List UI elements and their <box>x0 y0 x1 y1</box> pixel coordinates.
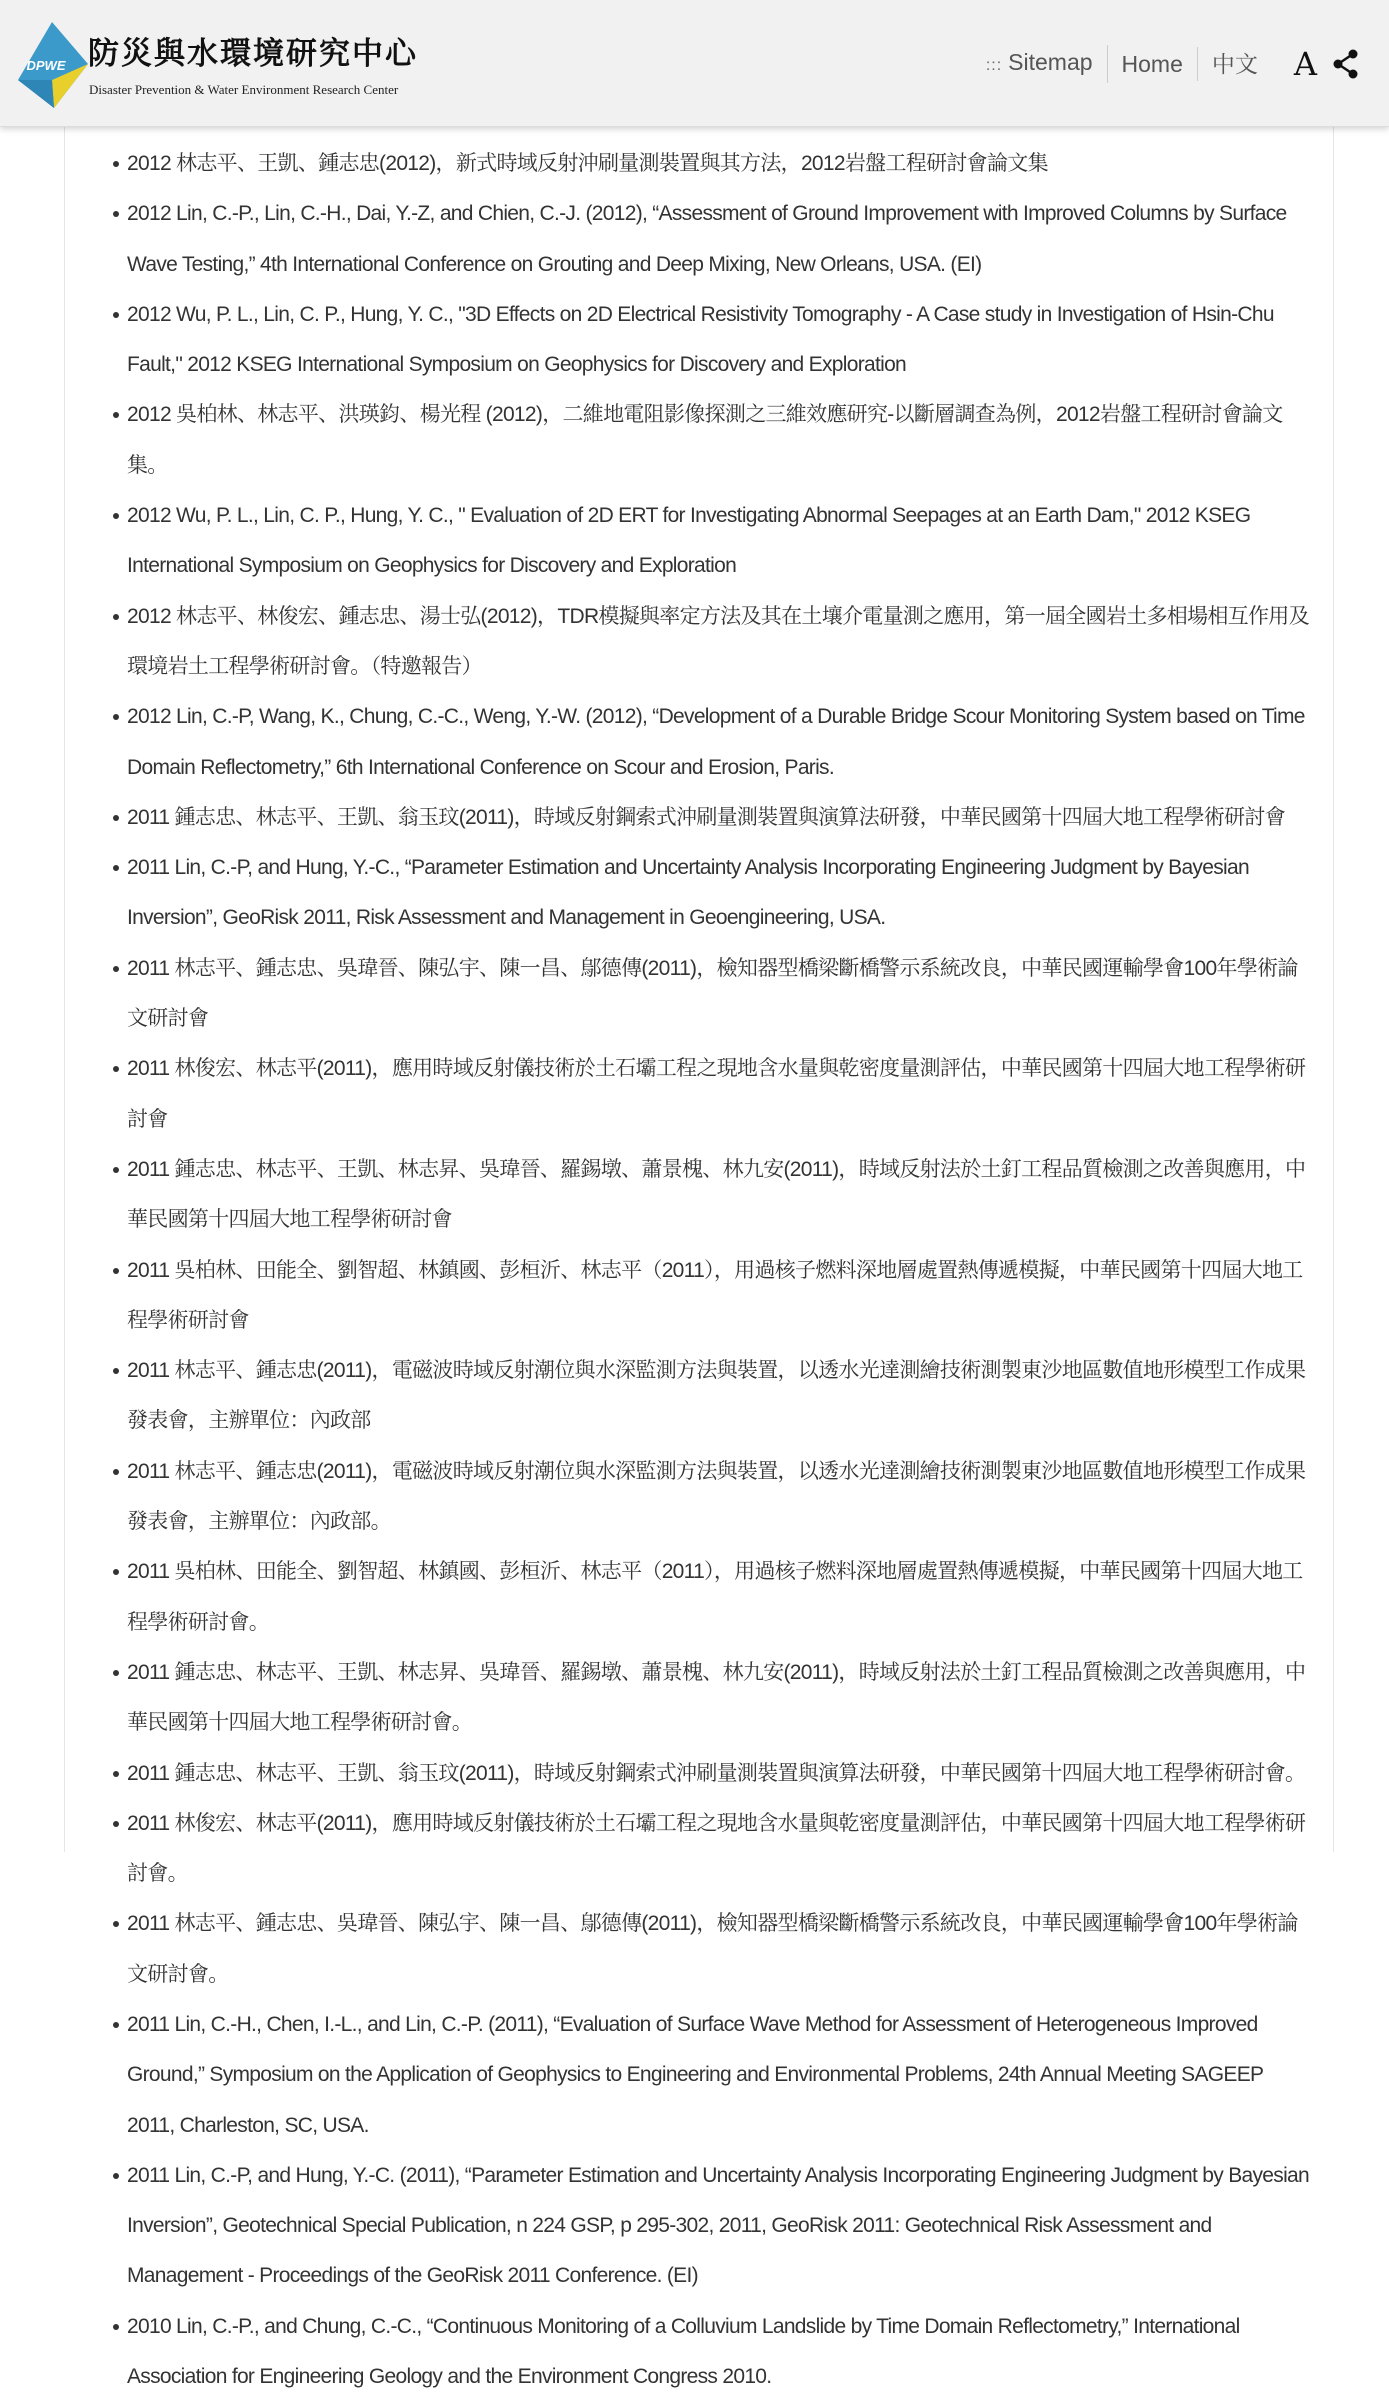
publication-item: 2012 林志平、林俊宏、鍾志忠、湯士弘(2012)，TDR模擬與率定方法及其在土壤介電量測之應用，第一屆全國岩土多相場相互作用及環境岩土工程學術研討會。（特邀報告） <box>127 592 1309 693</box>
language-link[interactable]: 中文 <box>1211 51 1258 77</box>
share-icon[interactable] <box>1327 49 1359 79</box>
sitemap-dots-icon: ::: <box>985 57 1003 74</box>
publication-item: 2011 吳柏林、田能全、劉智超、林鎮國、彭桓沂、林志平（2011），用過核子燃料深地層處置熱傳遞模擬，中華民國第十四屆大地工程學術研討會。 <box>127 1547 1309 1648</box>
publication-item: 2011 林志平、鍾志忠(2011)，電磁波時域反射潮位與水深監測方法與裝置，以透水光達測繪技術測製東沙地區數值地形模型工作成果發表會，主辦單位：內政部。 <box>127 1447 1309 1548</box>
publication-item: 2010 Lin, C.-P., and Chung, C.-C., “Continuous Monitoring of a Colluvium Landslide by Time Domain Reflectometry,” International Association for Engineering Geology and the Environment Congress 2010. <box>127 2302 1309 2402</box>
publication-item: 2011 林志平、鍾志忠(2011)，電磁波時域反射潮位與水深監測方法與裝置，以透水光達測繪技術測製東沙地區數值地形模型工作成果發表會，主辦單位：內政部 <box>127 1346 1309 1447</box>
publication-item: 2012 Lin, C.-P, Wang, K., Chung, C.-C., Weng, Y.-W. (2012), “Development of a Durable Bridge Scour Monitoring System based on Time Domain Reflectometry,” 6th International Conference on Scour and Erosion, Paris. <box>127 692 1309 793</box>
publication-item: 2012 林志平、王凱、鍾志忠(2012)，新式時域反射沖刷量測裝置與其方法，2012岩盤工程研討會論文集 <box>127 139 1309 189</box>
publication-item: 2011 鍾志忠、林志平、王凱、林志昇、吳瑋晉、羅錫墩、蕭景槐、林九安(2011)，時域反射法於土釘工程品質檢測之改善與應用，中華民國第十四屆大地工程學術研討會。 <box>127 1648 1309 1749</box>
publication-item: 2011 Lin, C.-P, and Hung, Y.-C. (2011), “Parameter Estimation and Uncertainty Analysis Incorporating Engineering Judgment by Bayesian Inversion”, Geotechnical Special Publication, n 224 GSP, p 295-302, 2011, GeoRisk 2011: Geotechnical Risk Assessment and Management - Proceedings of the GeoRisk 2011 Conference. (EI) <box>127 2151 1309 2302</box>
logo-abbr: DPWE <box>26 58 66 73</box>
publication-item: 2012 Wu, P. L., Lin, C. P., Hung, Y. C., "3D Effects on 2D Electrical Resistivity Tomography - A Case study in Investigation of Hsin-Chu Fault," 2012 KSEG International Symposium on Geophysics for Discovery and Exploration <box>127 290 1309 391</box>
site-header <box>0 0 1389 127</box>
publication-item: 2011 鍾志忠、林志平、王凱、翁玉玟(2011)，時域反射鋼索式沖刷量測裝置與演算法研發，中華民國第十四屆大地工程學術研討會 <box>127 793 1309 843</box>
publication-item: 2011 林俊宏、林志平(2011)，應用時域反射儀技術於土石壩工程之現地含水量與乾密度量測評估，中華民國第十四屆大地工程學術研討會 <box>127 1044 1309 1145</box>
publication-item: 2012 吳柏林、林志平、洪瑛鈞、楊光程 (2012)，二維地電阻影像探測之三維效應研究-以斷層調查為例，2012岩盤工程研討會論文集。 <box>127 390 1309 491</box>
main-content <box>64 126 1334 2389</box>
top-navigation <box>972 44 1359 84</box>
publication-item: 2011 林俊宏、林志平(2011)，應用時域反射儀技術於土石壩工程之現地含水量與乾密度量測評估，中華民國第十四屆大地工程學術研討會。 <box>127 1799 1309 1900</box>
site-logo[interactable] <box>18 22 418 108</box>
site-title-chinese: 防災與水環境研究中心 <box>88 36 418 72</box>
publication-item: 2011 吳柏林、田能全、劉智超、林鎮國、彭桓沂、林志平（2011），用過核子燃料深地層處置熱傳遞模擬，中華民國第十四屆大地工程學術研討會 <box>127 1246 1309 1347</box>
publication-item: 2011 Lin, C.-H., Chen, I.-L., and Lin, C.-P. (2011), “Evaluation of Surface Wave Method for Assessment of Heterogeneous Improved Ground,” Symposium on the Application of Geophysics to Engineering and Environmental Problems, 24th Annual Meeting SAGEEP 2011, Charleston, SC, USA. <box>127 2000 1309 2151</box>
site-title-english: Disaster Prevention & Water Environment Research Center <box>89 82 399 97</box>
sitemap-link[interactable] <box>972 45 1108 83</box>
publication-item: 2011 林志平、鍾志忠、吳瑋晉、陳弘宇、陳一昌、鄔德傳(2011)，檢知器型橋梁斷橋警示系統改良，中華民國運輸學會100年學術論文研討會 <box>127 944 1309 1045</box>
publication-item: 2012 Lin, C.-P., Lin, C.-H., Dai, Y.-Z, and Chien, C.-J. (2012), “Assessment of Ground Improvement with Improved Columns by Surface Wave Testing,” 4th International Conference on Grouting and Deep Mixing, New Orleans, USA. (EI) <box>127 189 1309 290</box>
publication-item: 2011 鍾志忠、林志平、王凱、翁玉玟(2011)，時域反射鋼索式沖刷量測裝置與演算法研發，中華民國第十四屆大地工程學術研討會。 <box>127 1749 1309 1799</box>
publication-item: 2011 鍾志忠、林志平、王凱、林志昇、吳瑋晉、羅錫墩、蕭景槐、林九安(2011)，時域反射法於土釘工程品質檢測之改善與應用，中華民國第十四屆大地工程學術研討會 <box>127 1145 1309 1246</box>
font-size-button[interactable]: A <box>1293 45 1317 83</box>
publication-list <box>65 126 1333 2402</box>
publication-item: 2011 林志平、鍾志忠、吳瑋晉、陳弘宇、陳一昌、鄔德傳(2011)，檢知器型橋梁斷橋警示系統改良，中華民國運輸學會100年學術論文研討會。 <box>127 1899 1309 2000</box>
publication-item: 2012 Wu, P. L., Lin, C. P., Hung, Y. C., " Evaluation of 2D ERT for Investigating Abnormal Seepages at an Earth Dam," 2012 KSEG International Symposium on Geophysics for Discovery and Exploration <box>127 491 1309 592</box>
home-link[interactable]: Home <box>1108 47 1198 81</box>
logo-emblem-icon <box>18 22 88 108</box>
publication-item: 2011 Lin, C.-P, and Hung, Y.-C., “Parameter Estimation and Uncertainty Analysis Incorporating Engineering Judgment by Bayesian Inversion”, GeoRisk 2011, Risk Assessment and Management in Geoengineering, USA. <box>127 843 1309 944</box>
sitemap-label: Sitemap <box>1008 49 1093 75</box>
